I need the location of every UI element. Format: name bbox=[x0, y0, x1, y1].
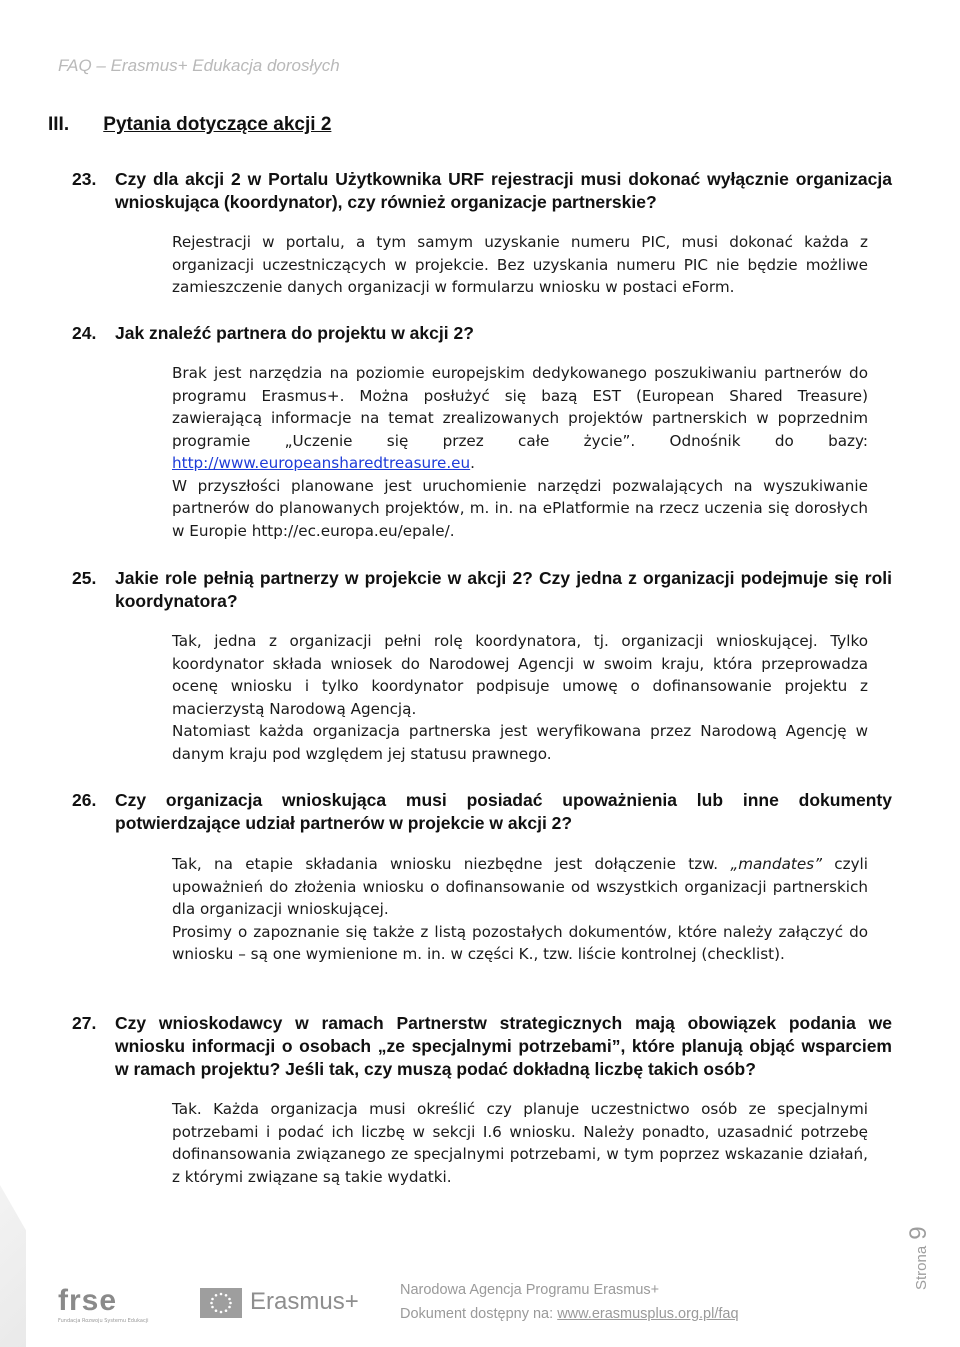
question-number: 27. bbox=[72, 1013, 97, 1033]
question-27 bbox=[72, 1012, 892, 1081]
answer-text: Brak jest narzędzia na poziomie europejskim dedykowanego poszukiwaniu partnerów do programu Erasmus+. Można posłużyć się bazą EST (European Shared Treasure) zawierającą informacje na temat zrealizowanych projektów partnerskich w poprzednim programie „Uczenie się przez całe życie”. Odnośnik do bazy: bbox=[172, 364, 868, 450]
answer-24 bbox=[172, 362, 868, 542]
question-number: 24. bbox=[72, 323, 97, 343]
answer-text: Tak, na etapie składania wniosku niezbędne jest dołączenie tzw. bbox=[172, 855, 731, 873]
answer-paragraph: Tak. Każda organizacja musi określić czy planuje uczestnictwo osób ze specjalnymi potrzebami i podać ich liczbę w sekcji I.6 wniosku. Należy ponadto, uzasadnić potrzebę dofinansowania związanego ze specjalnymi potrzebami, w tym poprzez wskazanie działań, z którymi związane są takie wydatki. bbox=[172, 1100, 868, 1186]
question-text: Jak znaleźć partnera do projektu w akcji 2? bbox=[115, 323, 474, 343]
section-title: Pytania dotyczące akcji 2 bbox=[103, 114, 332, 135]
answer-text-end: . bbox=[470, 454, 475, 472]
question-text: Czy dla akcji 2 w Portalu Użytkownika URF rejestracji musi dokonać wyłącznie organizacja wnioskująca (koordynator), czy również organizacje partnerskie? bbox=[115, 169, 892, 212]
answer-paragraph: Natomiast każda organizacja partnerska jest weryfikowana przez Narodową Agencję w danym kraju pod względem jej statusu prawnego. bbox=[172, 722, 868, 763]
question-text: Jakie role pełnią partnerzy w projekcie w akcji 2? Czy jedna z organizacji podejmuje się roli koordynatora? bbox=[115, 568, 892, 611]
answer-paragraph: Rejestracji w portalu, a tym samym uzyskanie numeru PIC, musi dokonać każda z organizacji uczestniczących w projekcie. Bez uzyskania numeru PIC nie będzie możliwe zamieszczenie danych organizacji w formularzu wniosku w postaci eForm. bbox=[172, 233, 868, 296]
document-availability bbox=[400, 1302, 739, 1326]
question-23 bbox=[72, 168, 892, 214]
answer-26 bbox=[172, 853, 868, 966]
frse-logo-text: frse bbox=[58, 1284, 118, 1317]
question-text: Czy organizacja wnioskująca musi posiadać upoważnienia lub inne dokumenty potwierdzające udział partnerów w projekcie w akcji 2? bbox=[115, 790, 892, 833]
section-heading bbox=[48, 114, 331, 136]
frse-logo-subtitle: Fundacja Rozwoju Systemu Edukacji bbox=[58, 1318, 149, 1324]
answer-paragraph bbox=[172, 362, 868, 475]
footer-info bbox=[400, 1278, 739, 1326]
answer-paragraph bbox=[172, 853, 868, 921]
answer-paragraph: Tak, jedna z organizacji pełni rolę koordynatora, tj. organizacji wnioskującej. Tylko koordynator składa wniosek do Narodowej Agencji w swoim kraju, która przeprowadza ocenę wniosku i tylko koordynator podpisuje umowę o dofinansowanie projektu z macierzystą Narodową Agencją. bbox=[172, 632, 868, 718]
est-database-link[interactable]: http://www.europeansharedtreasure.eu bbox=[172, 454, 471, 472]
question-number: 23. bbox=[72, 169, 97, 189]
faq-link[interactable]: www.erasmusplus.org.pl/faq bbox=[557, 1306, 739, 1322]
frse-logo bbox=[58, 1284, 154, 1326]
question-text: Czy wnioskodawcy w ramach Partnerstw strategicznych mają obowiązek podania we wniosku informacji o osobach „ze specjalnymi potrzebami”, które planują objąć wsparciem w ramach projektu? Jeśli tak, czy muszą podać dokładną liczbę takich osób? bbox=[115, 1013, 892, 1079]
question-25 bbox=[72, 567, 892, 613]
document-label: Dokument dostępny na: bbox=[400, 1306, 558, 1322]
section-number: III. bbox=[48, 114, 70, 135]
erasmus-logo-text: Erasmus+ bbox=[250, 1288, 359, 1315]
page-word: Strona bbox=[913, 1245, 930, 1290]
answer-27 bbox=[172, 1098, 868, 1188]
answer-25 bbox=[172, 630, 868, 765]
mandates-term: „mandates” bbox=[730, 855, 822, 873]
answer-paragraph: W przyszłości planowane jest uruchomienie narzędzi pozwalających na wyszukiwanie partnerów do planowanych projektów, m. in. na ePlatformie na rzecz uczenia się dorosłych w Europie http://ec.europa.eu/epale/. bbox=[172, 476, 868, 540]
answer-23 bbox=[172, 231, 868, 299]
document-header-title: FAQ – Erasmus+ Edukacja dorosłych bbox=[58, 56, 340, 75]
page-number-label bbox=[905, 1226, 932, 1290]
question-24 bbox=[72, 322, 892, 345]
answer-paragraph: Prosimy o zapoznanie się także z listą pozostałych dokumentów, które należy załączyć do wniosku – są one wymienione m. in. w części K., tzw. liście kontrolnej (checklist). bbox=[172, 922, 868, 963]
question-26 bbox=[72, 789, 892, 835]
answer-text: czyli upoważnień do złożenia wniosku o dofinansowanie od wszystkich organizacji partnerskich dla organizacji wnioskującej. bbox=[172, 855, 868, 918]
agency-name: Narodowa Agencja Programu Erasmus+ bbox=[400, 1282, 660, 1298]
page-number: 9 bbox=[905, 1226, 932, 1240]
eu-flag-icon bbox=[200, 1288, 242, 1318]
question-number: 25. bbox=[72, 568, 97, 588]
decorative-corner-shape bbox=[0, 1185, 26, 1347]
question-number: 26. bbox=[72, 790, 97, 810]
